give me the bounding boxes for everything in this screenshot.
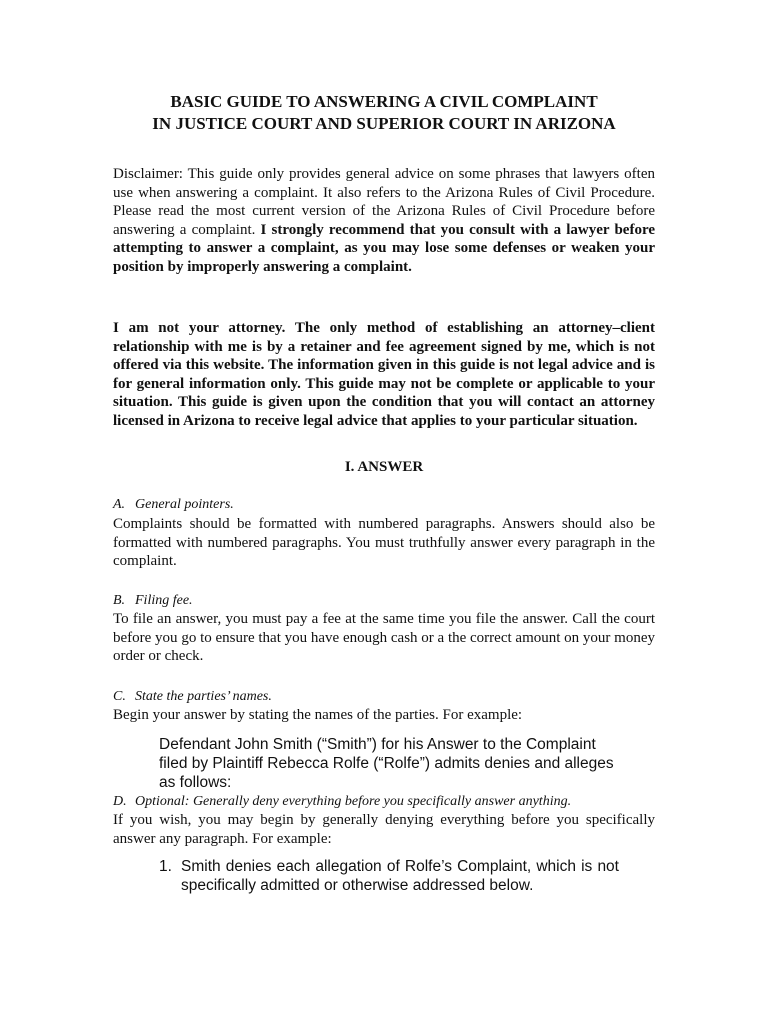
subsection-d-example — [159, 857, 619, 895]
disclaimer-paragraph — [113, 165, 655, 277]
document-title-line-1: BASIC GUIDE TO ANSWERING A CIVIL COMPLAINT — [170, 92, 598, 111]
subsection-b-heading — [113, 592, 655, 610]
subsection-a-body: Complaints should be formatted with numbered paragraphs. Answers should also be formatted with numbered paragraphs. You must truthfully answer every paragraph in the complaint. — [113, 516, 655, 570]
subsection-d-example-text: Smith denies each allegation of Rolfe’s Complaint, which is not specifically admitted or otherwise addressed below. — [181, 858, 619, 894]
subsection-a-title: General pointers. — [135, 497, 234, 512]
subsection-d-heading — [113, 793, 655, 811]
subsection-c-example: Defendant John Smith (“Smith”) for his Answer to the Complaint filed by Plaintiff Rebecca Rolfe (“Rolfe”) admits denies and alleges as follows: — [159, 736, 614, 791]
section-heading-answer: I. ANSWER — [344, 459, 424, 475]
subsection-c-title: State the parties’ names. — [135, 689, 272, 704]
subsection-c-letter: C. — [113, 689, 126, 704]
subsection-d-body: If you wish, you may begin by generally denying everything before you specifically answer any paragraph. For example: — [113, 812, 655, 847]
subsection-d-letter: D. — [113, 794, 127, 809]
subsection-b-title: Filing fee. — [135, 593, 193, 608]
subsection-b-letter: B. — [113, 593, 126, 608]
subsection-d-title: Optional: Generally deny everything before you specifically answer anything. — [135, 794, 572, 809]
subsection-a-heading — [113, 496, 655, 514]
subsection-a-letter: A. — [113, 497, 126, 512]
subsection-d-example-number: 1. — [159, 858, 172, 875]
subsection-c-heading — [113, 688, 655, 706]
disclaimer-recommendation: I strongly recommend that you consult with a lawyer before attempting to answer a complaint, as you may lose some defenses or weaken your position by improperly answering a complaint. — [113, 221, 656, 275]
subsection-b-body: To file an answer, you must pay a fee at the same time you file the answer. Call the court before you go to ensure that you have enough cash or a the correct amount on your money order or check. — [113, 611, 655, 665]
disclaimer-text: Disclaimer: This guide only provides general advice on some phrases that lawyers often use when answering a complaint. It also refers to the Arizona Rules of Civil Procedure. Please read the most current version of the Arizona Rules of Civil Procedure before answering a complaint. — [113, 166, 655, 238]
subsection-c-body: Begin your answer by stating the names of the parties. For example: — [113, 707, 523, 723]
attorney-notice-paragraph: I am not your attorney. The only method of establishing an attorney–client relationship with me is by a retainer and fee agreement signed by me, which is not offered via this website. The information given in this guide is not legal advice and is for general information only. This guide may not be complete or applicable to your situation. This guide is given upon the condition that you will contact an attorney licensed in Arizona to receive legal advice that applies to your particular situation. — [113, 320, 655, 429]
document-title-line-2: IN JUSTICE COURT AND SUPERIOR COURT IN ARIZONA — [152, 114, 616, 133]
